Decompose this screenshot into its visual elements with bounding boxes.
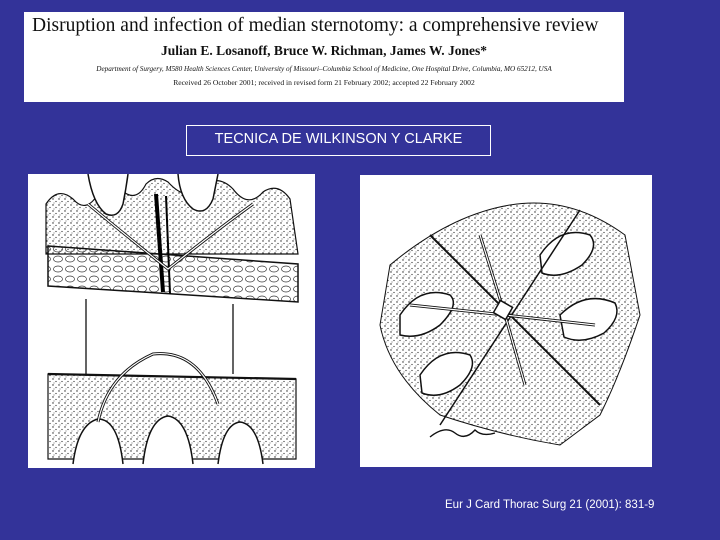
paper-header	[24, 12, 624, 102]
left-figure-panel	[28, 174, 315, 468]
citation-text: Eur J Card Thorac Surg 21 (2001): 831-9	[445, 499, 655, 511]
paper-title: Disruption and infection of median sternotomy: a comprehensive review	[32, 15, 599, 36]
technique-label: TECNICA DE WILKINSON Y CLARKE	[186, 125, 491, 156]
left-sternum-illustration	[28, 174, 315, 468]
paper-affiliation: Department of Surgery, M580 Health Sciences Center, University of Missouri–Columbia School of Medicine, One Hospital Drive, Columbia, MO 65212, USA	[96, 65, 552, 73]
right-figure-panel	[360, 175, 652, 467]
paper-dates: Received 26 October 2001; received in revised form 21 February 2002; accepted 22 February 2002	[173, 78, 475, 87]
paper-authors: Julian E. Losanoff, Bruce W. Richman, James W. Jones*	[161, 43, 487, 58]
right-sternum-illustration	[360, 175, 652, 467]
